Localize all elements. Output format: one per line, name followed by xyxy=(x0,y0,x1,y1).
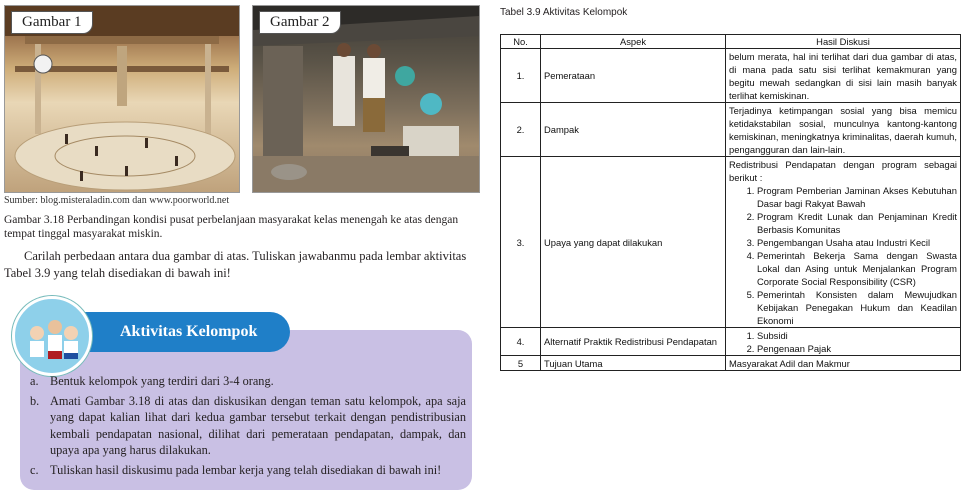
figure-source: Sumber: blog.misteraladin.com dan www.poorworld.net xyxy=(4,195,230,206)
table-row xyxy=(501,103,961,157)
header-aspek: Aspek xyxy=(541,35,726,49)
activity-item xyxy=(30,373,466,390)
alternative-list xyxy=(729,329,957,355)
program-item: 5. Pemerintah Konsisten dalam Mewujudkan Kebijakan Penegakan Hukum dan Keadilan Ekonomi xyxy=(757,288,957,327)
row-aspect: Upaya yang dapat dilakukan xyxy=(541,157,726,328)
activity-marker: a. xyxy=(30,374,39,388)
activity-title: Aktivitas Kelompok xyxy=(120,323,258,340)
result-intro: Redistribusi Pendapatan dengan program sebagai berikut : xyxy=(729,159,957,183)
row-result xyxy=(726,328,961,356)
row-result: Terjadinya ketimpangan sosial yang bisa memicu ketidakstabilan sosial, munculnya kantong-kantong kemiskinan, meningkatnya kriminalitas, daerah kumuh, pengangguran dan lain-lain. xyxy=(726,103,961,157)
program-item: 3. Pengembangan Usaha atau Industri Kecil xyxy=(757,236,957,249)
activity-marker: b. xyxy=(30,393,40,408)
row-number: 3. xyxy=(501,157,541,328)
row-result: Masyarakat Adil dan Makmur xyxy=(726,356,961,371)
students-illustration xyxy=(15,299,89,373)
row-aspect: Alternatif Praktik Redistribusi Pendapatan xyxy=(541,328,726,356)
activity-table xyxy=(500,34,961,371)
program-item: 1. Program Pemberian Jaminan Akses Kebutuhan Dasar bagi Rakyat Bawah xyxy=(757,184,957,210)
program-list xyxy=(729,184,957,327)
table-row xyxy=(501,356,961,371)
row-number: 1. xyxy=(501,49,541,103)
instruction-paragraph: Carilah perbedaan antara dua gambar di atas. Tuliskan jawabanmu pada lembar aktivitas Tabel 3.9 yang telah disediakan di bawah ini! xyxy=(4,249,467,280)
activity-text: Amati Gambar 3.18 di atas dan diskusikan dengan teman satu kelompok, apa saja yang dapat kalian lihat dari kedua gambar tersebut terkait dengan pendistribusian kembali pendapatan nasional, dilihat dari pemerataan pendapatan, dampak, dan upaya apa yang harus dilakukan. xyxy=(50,393,466,457)
table-row xyxy=(501,49,961,103)
mall-photo xyxy=(4,5,240,193)
students-badge-icon xyxy=(12,296,92,376)
figure-caption: Gambar 3.18 Perbandingan kondisi pusat perbelanjaan masyarakat kelas menengah ke atas dengan tempat tinggal masyarakat miskin. xyxy=(4,214,459,240)
activity-marker: c. xyxy=(30,462,39,477)
row-number: 2. xyxy=(501,103,541,157)
row-aspect: Dampak xyxy=(541,103,726,157)
alternative-item: 2. Pengenaan Pajak xyxy=(757,342,957,355)
table-row xyxy=(501,157,961,328)
row-number: 4. xyxy=(501,328,541,356)
alternative-item: 1. Subsidi xyxy=(757,329,957,342)
photo2-label: Gambar 2 xyxy=(259,11,341,34)
table-title: Tabel 3.9 Aktivitas Kelompok xyxy=(500,7,628,18)
header-hasil: Hasil Diskusi xyxy=(726,35,961,49)
program-item: 4. Pemerintah Bekerja Sama dengan Swasta Lokal dan Asing untuk Menjalankan Program Corporate Social Responsibility (CSR) xyxy=(757,249,957,288)
activity-text: Tuliskan hasil diskusimu pada lembar kerja yang telah disediakan di bawah ini! xyxy=(50,462,442,477)
activity-text: Bentuk kelompok yang terdiri dari 3-4 orang. xyxy=(50,374,274,388)
row-result xyxy=(726,157,961,328)
table-row xyxy=(501,328,961,356)
row-number: 5 xyxy=(501,356,541,371)
header-no: No. xyxy=(501,35,541,49)
activity-list xyxy=(30,373,466,481)
photo1-label: Gambar 1 xyxy=(11,11,93,34)
row-result: belum merata, hal ini terlihat dari dua gambar di atas, di mana pada satu sisi terlihat kemakmuran yang begitu mewah sedangkan di sisi lain masih banyak terlihat kemiskinan. xyxy=(726,49,961,103)
table-header-row xyxy=(501,35,961,49)
row-aspect: Pemerataan xyxy=(541,49,726,103)
activity-item xyxy=(30,393,466,459)
activity-item xyxy=(30,462,466,479)
table-container xyxy=(500,34,957,485)
program-item: 2. Program Kredit Lunak dan Penjaminan Kredit Berbasis Komunitas xyxy=(757,210,957,236)
row-aspect: Tujuan Utama xyxy=(541,356,726,371)
slum-photo xyxy=(252,5,480,193)
